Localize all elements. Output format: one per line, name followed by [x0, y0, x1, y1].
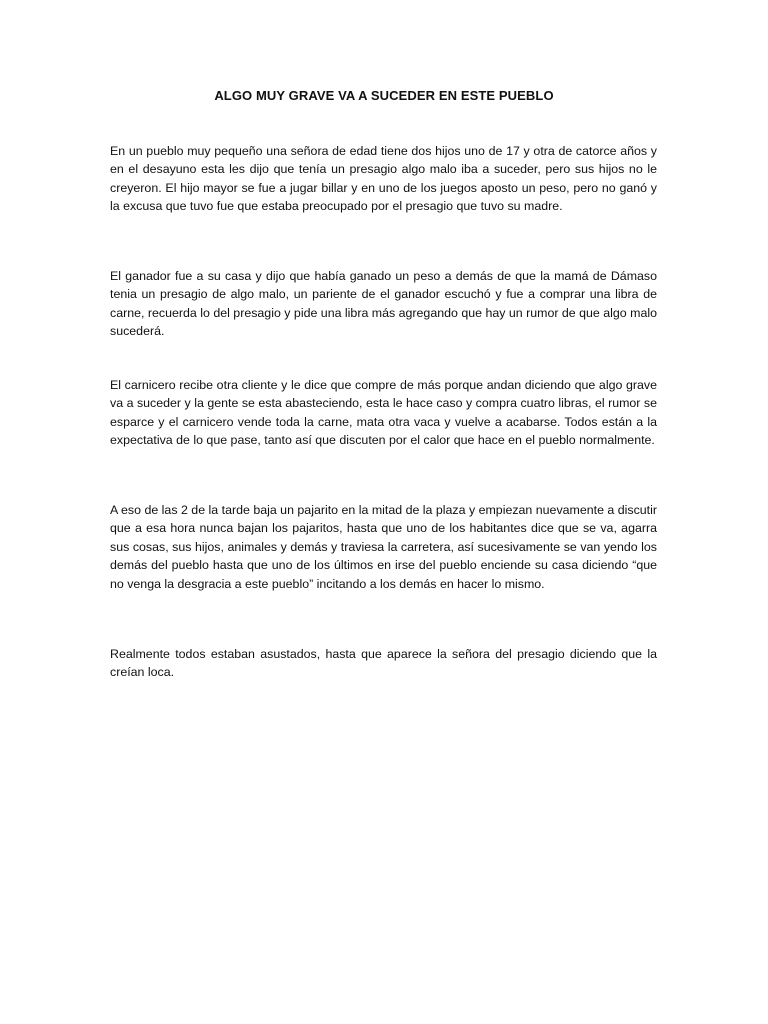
paragraph-5: Realmente todos estaban asustados, hasta que aparece la señora del presagio diciendo que la creían loca. — [110, 647, 657, 680]
paragraph-4: A eso de las 2 de la tarde baja un pajarito en la mitad de la plaza y empiezan nuevamente a discutir que a esa hora nunca bajan los pajaritos, hasta que uno de los habitantes dice que se va, agarra sus cosas, sus hijos, animales y demás y traviesa la carretera, así sucesivamente se van yendo los demás del pueblo hasta que uno de los últimos en irse del pueblo enciende su casa diciendo “que no venga la desgracia a este pueblo” incitando a los demás en hacer lo mismo. — [110, 503, 657, 591]
document-title: ALGO MUY GRAVE VA A SUCEDER EN ESTE PUEBLO — [214, 88, 554, 103]
paragraph-1: En un pueblo muy pequeño una señora de edad tiene dos hijos uno de 17 y otra de catorce años y en el desayuno esta les dijo que tenía un presagio algo malo iba a suceder, pero sus hijos no le creyeron. El hijo mayor se fue a jugar billar y en uno de los juegos aposto un peso, pero no ganó y la excusa que tuvo fue que estaba preocupado por el presagio que tuvo su madre. — [110, 144, 657, 214]
paragraph-3: El carnicero recibe otra cliente y le dice que compre de más porque andan diciendo que algo grave va a suceder y la gente se esta abasteciendo, esta le hace caso y compra cuatro libras, el rumor se esparce y el carnicero vende toda la carne, mata otra vaca y vuelve a acabarse. Todos están a la expectativa de lo que pase, tanto así que discuten por el calor que hace en el pueblo normalmente. — [110, 378, 657, 448]
paragraph-2: El ganador fue a su casa y dijo que había ganado un peso a demás de que la mamá de Dámaso tenia un presagio de algo malo, un pariente de el ganador escuchó y fue a comprar una libra de carne, recuerda lo del presagio y pide una libra más agregando que hay un rumor de que algo malo sucederá. — [110, 269, 657, 339]
